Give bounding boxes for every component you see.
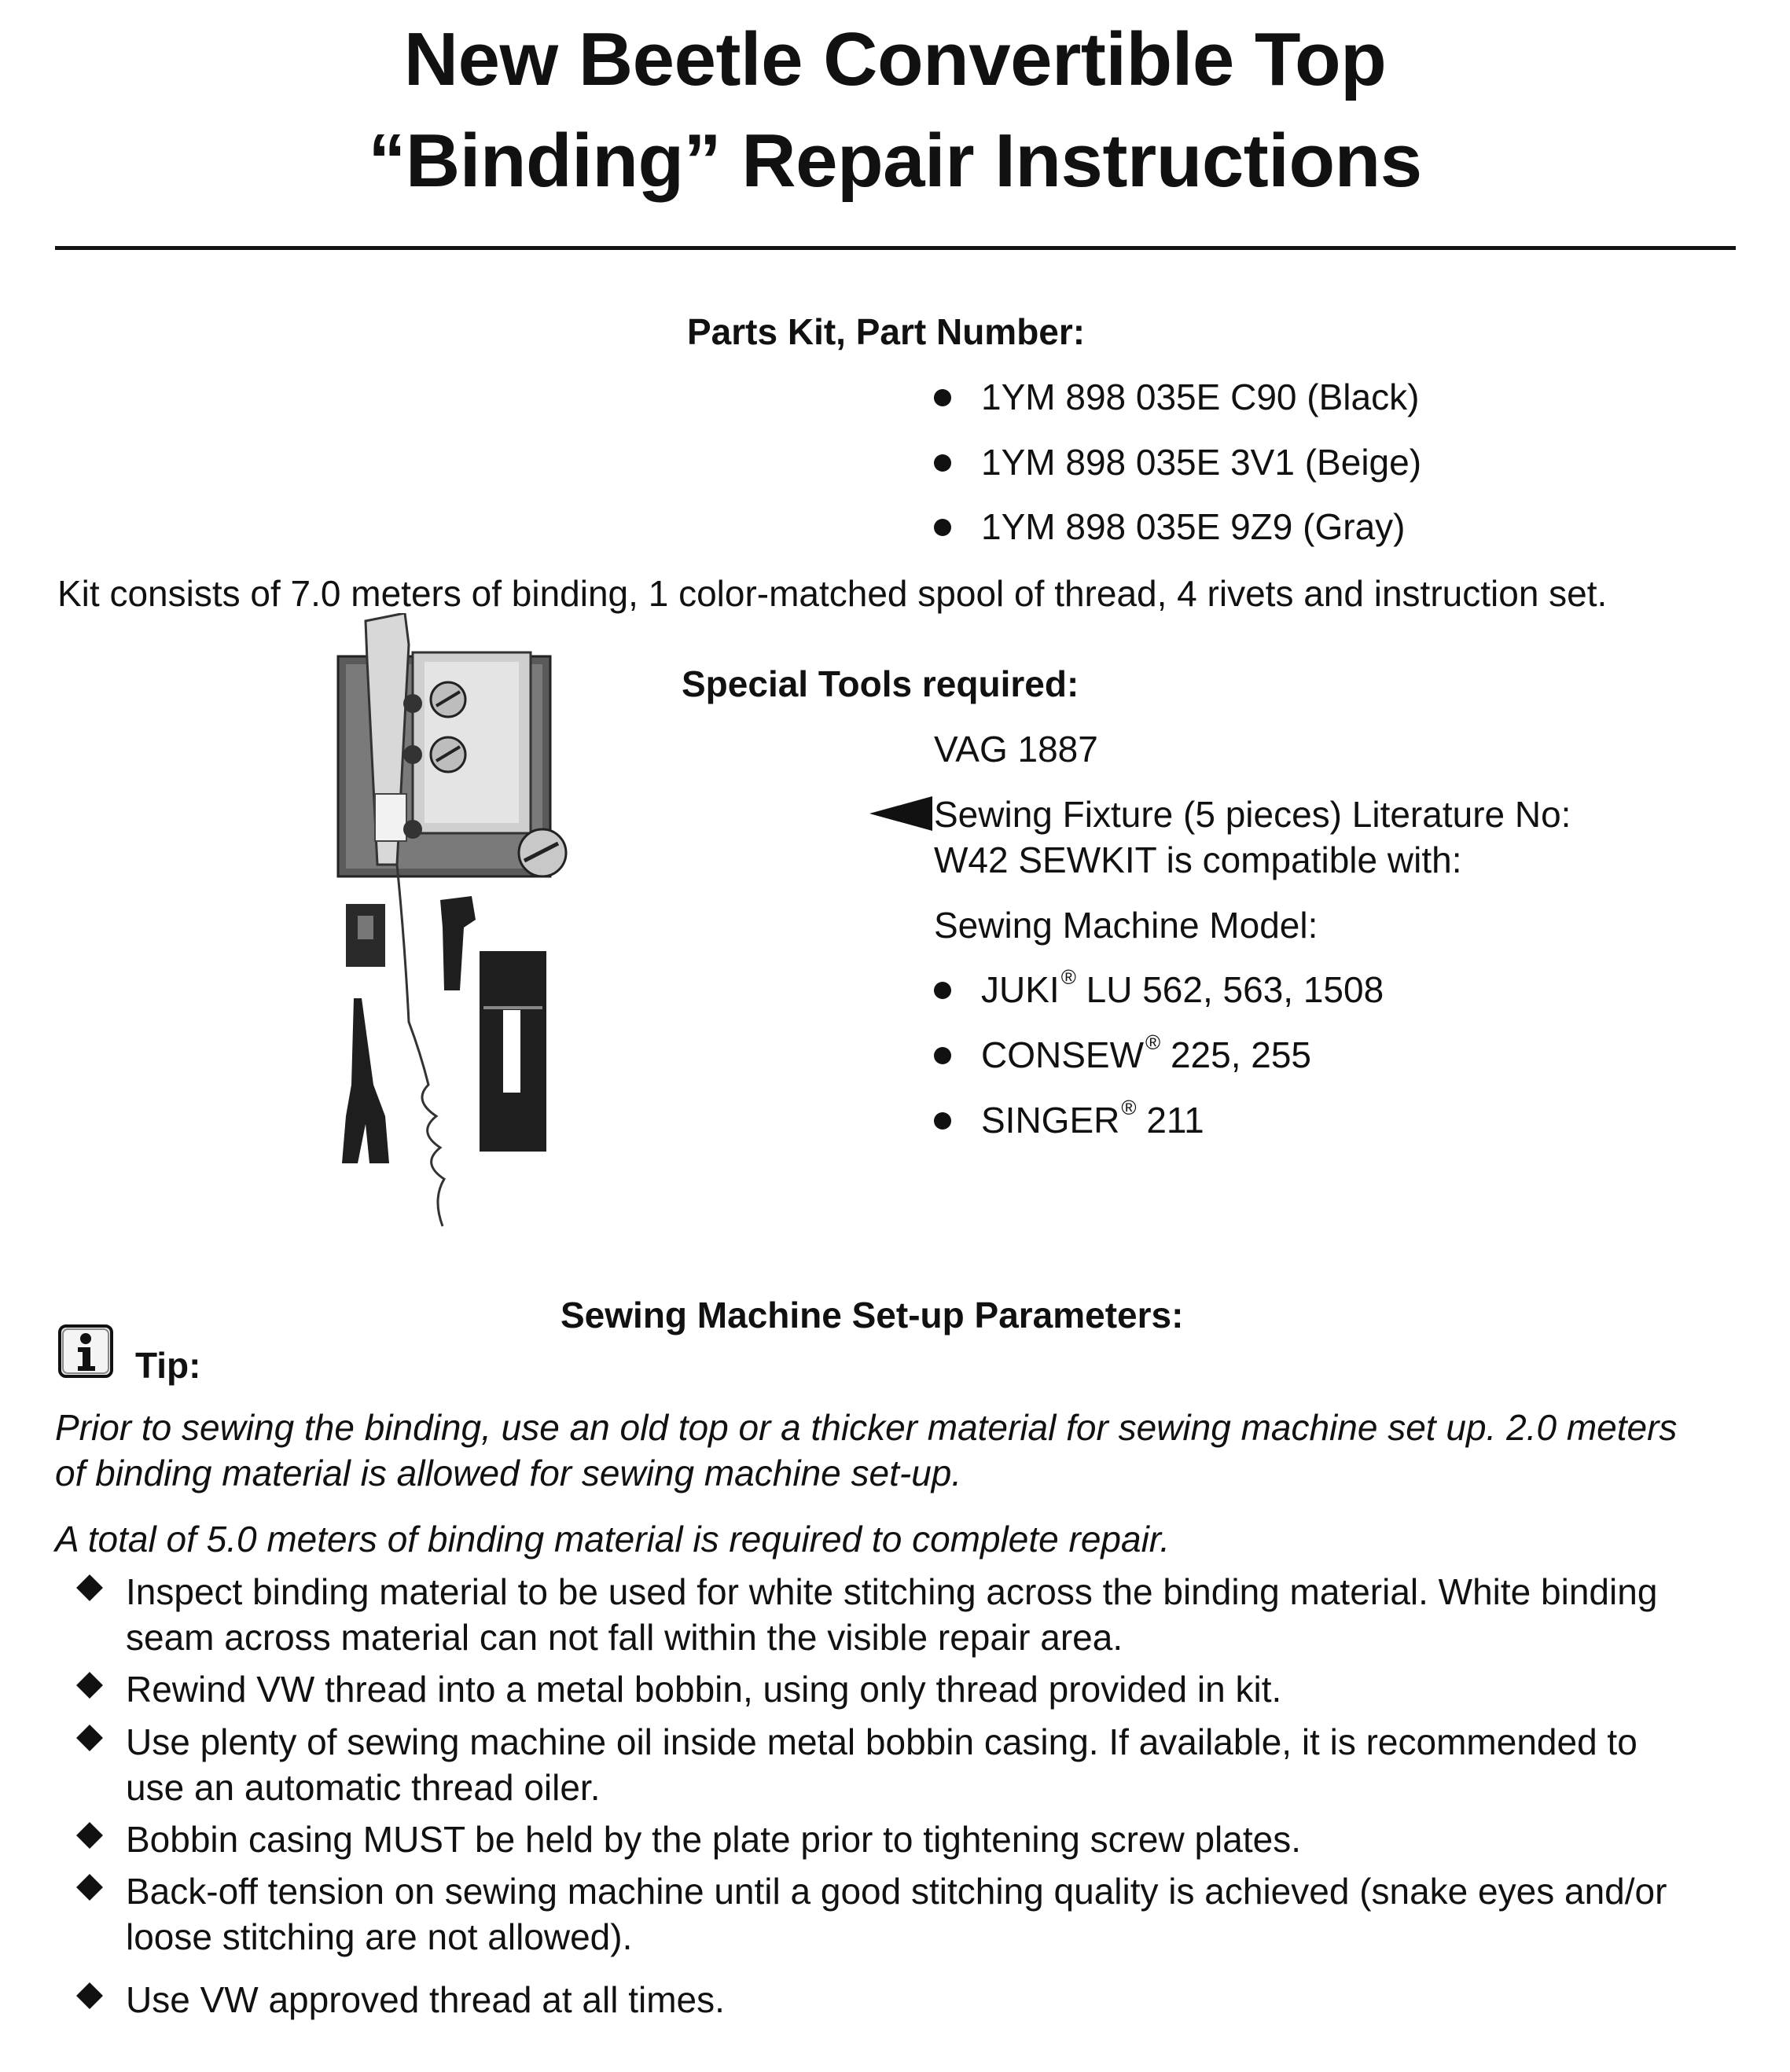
setup-step-text <box>126 1569 1761 1660</box>
registered-mark: ® <box>1121 1096 1137 1119</box>
tip-text <box>55 1405 1745 1496</box>
tip-text-line: of binding material is allowed for sewing machine set-up. <box>55 1453 962 1493</box>
diamond-bullet-icon <box>76 1822 103 1849</box>
bullet-icon <box>934 454 951 472</box>
title-divider <box>55 246 1736 250</box>
registered-mark: ® <box>1060 965 1076 989</box>
fixture-text-line-2: W42 SEWKIT is compatible with: <box>934 839 1462 880</box>
machine-model-item <box>934 965 1384 1011</box>
setup-step-line: Use plenty of sewing machine oil inside metal bobbin casing. If available, it is recommended to <box>126 1721 1637 1762</box>
bullet-icon <box>934 519 951 536</box>
machine-brand: CONSEW <box>981 1034 1144 1075</box>
tip-label: Tip: <box>135 1345 201 1386</box>
setup-step-text <box>126 1868 1761 1960</box>
registered-mark: ® <box>1145 1030 1161 1054</box>
machine-brand: JUKI <box>981 969 1060 1010</box>
machine-brand: SINGER <box>981 1100 1120 1141</box>
setup-step-line: Back-off tension on sewing machine until a good stitching quality is achieved (snake eyes and/or <box>126 1871 1667 1912</box>
part-number-text: 1YM 898 035E 9Z9 (Gray) <box>981 506 1406 547</box>
machine-models: LU 562, 563, 1508 <box>1075 969 1384 1010</box>
setup-step-line: seam across material can not fall within the visible repair area. <box>126 1617 1123 1658</box>
bullet-icon <box>934 1112 951 1130</box>
setup-step-line: Use VW approved thread at all times. <box>126 1979 725 2020</box>
fixture-text-line-1: Sewing Fixture (5 pieces) Literature No: <box>934 794 1571 835</box>
total-binding-text: A total of 5.0 meters of binding material is required to complete repair. <box>55 1519 1171 1560</box>
machine-model-heading: Sewing Machine Model: <box>934 905 1318 946</box>
setup-heading: Sewing Machine Set-up Parameters: <box>561 1295 1184 1335</box>
bullet-icon <box>934 982 951 999</box>
machine-model-item <box>934 1030 1312 1076</box>
part-number-text: 1YM 898 035E C90 (Black) <box>981 377 1420 417</box>
diamond-bullet-icon <box>76 1982 103 2009</box>
sewing-fixture-photo <box>318 613 586 1234</box>
diamond-bullet-icon <box>76 1574 103 1601</box>
setup-step-line: Inspect binding material to be used for white stitching across the binding material. White binding <box>126 1571 1658 1612</box>
setup-step-line: Bobbin casing MUST be held by the plate prior to tightening screw plates. <box>126 1819 1301 1860</box>
special-tools-heading: Special Tools required: <box>682 663 1079 704</box>
setup-step-line: Rewind VW thread into a metal bobbin, using only thread provided in kit. <box>126 1669 1282 1710</box>
setup-step-line: use an automatic thread oiler. <box>126 1767 601 1808</box>
page-title-line-1: New Beetle Convertible Top <box>403 17 1387 101</box>
machine-models: 211 <box>1136 1100 1204 1141</box>
kit-contents-text: Kit consists of 7.0 meters of binding, 1 color-matched spool of thread, 4 rivets and instruction set. <box>57 573 1608 614</box>
parts-kit-heading: Parts Kit, Part Number: <box>687 311 1086 352</box>
tool-vag-1887: VAG 1887 <box>934 729 1098 770</box>
part-number-item <box>934 376 1419 418</box>
bullet-icon <box>934 1047 951 1064</box>
setup-step-text <box>126 1719 1761 1810</box>
info-icon <box>57 1324 116 1380</box>
machine-models: 225, 255 <box>1160 1034 1312 1075</box>
diamond-bullet-icon <box>76 1672 103 1699</box>
page-title-line-2: “Binding” Repair Instructions <box>368 119 1422 203</box>
setup-step-line: loose stitching are not allowed). <box>126 1916 633 1957</box>
part-number-text: 1YM 898 035E 3V1 (Beige) <box>981 442 1422 483</box>
setup-step-text <box>126 1977 1761 2022</box>
diamond-bullet-icon <box>76 1874 103 1901</box>
pointer-arrow-icon <box>869 796 932 831</box>
part-number-item <box>934 505 1405 548</box>
bullet-icon <box>934 389 951 406</box>
diamond-bullet-icon <box>76 1725 103 1751</box>
machine-model-item <box>934 1096 1204 1141</box>
part-number-item <box>934 441 1421 483</box>
setup-step-text <box>126 1817 1761 1862</box>
setup-step-text <box>126 1666 1761 1712</box>
tip-text-line: Prior to sewing the binding, use an old top or a thicker material for sewing machine set up. 2.0 meters <box>55 1407 1678 1448</box>
